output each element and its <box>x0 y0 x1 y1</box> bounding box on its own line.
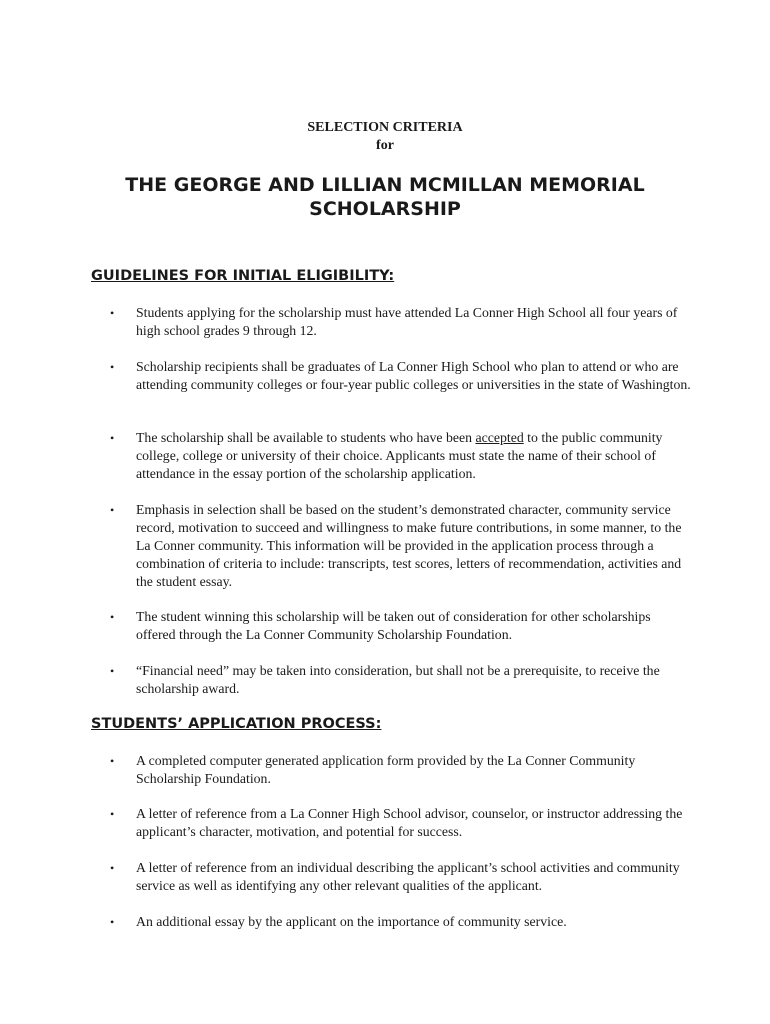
bullet-glyph: • <box>110 664 115 678</box>
kicker-for: for <box>376 138 394 153</box>
eligibility-item-3-part-a: The scholarship shall be available to students who have been <box>136 430 476 445</box>
application-item-1-text: A completed computer generated application form provided by the La Conner Community Scholarship Foundation. <box>136 753 636 786</box>
document-title: THE GEORGE AND LILLIAN MCMILLAN MEMORIAL SCHOLARSHIP <box>125 174 645 220</box>
eligibility-item-3-text <box>136 429 692 483</box>
accepted-emphasis: accepted <box>475 430 524 445</box>
eligibility-item-5-text: The student winning this scholarship will be taken out of consideration for other scholarships offered through the La Conner Community Scholarship Foundation. <box>136 609 651 642</box>
eligibility-item-3-part-b: to the public community college, college or university of their choice. Applicants must state the name of their school of attendance in the essay portion of the scholarship application. <box>136 430 663 481</box>
bullet-glyph: • <box>110 861 115 875</box>
eligibility-heading: GUIDELINES FOR INITIAL ELIGIBILITY: <box>91 268 395 284</box>
bullet-glyph: • <box>110 915 115 929</box>
kicker-selection-criteria: SELECTION CRITERIA <box>307 120 463 135</box>
application-item-2-text: A letter of reference from a La Conner High School advisor, counselor, or instructor addressing the applicant’s character, motivation, and potential for success. <box>136 806 683 839</box>
eligibility-item-4-text: Emphasis in selection shall be based on the student’s demonstrated character, community service record, motivation to succeed and willingness to make future contributions, in some manner, to the La Conner community. This information will be provided in the application process through a combination of criteria to include: transcripts, test scores, letters of recommendation, activities and the student essay. <box>136 502 682 589</box>
application-heading: STUDENTS’ APPLICATION PROCESS: <box>91 716 382 732</box>
bullet-glyph: • <box>110 754 115 768</box>
bullet-glyph: • <box>110 360 115 374</box>
bullet-glyph: • <box>110 431 115 445</box>
application-item-4-text: An additional essay by the applicant on the importance of community service. <box>136 914 567 929</box>
eligibility-item-1-text: Students applying for the scholarship must have attended La Conner High School all four years of high school grades 9 through 12. <box>136 305 678 338</box>
bullet-glyph: • <box>110 807 115 821</box>
application-item-3-text: A letter of reference from an individual describing the applicant’s school activities and community service as well as identifying any other relevant qualities of the applicant. <box>136 860 680 893</box>
eligibility-item-2-text: Scholarship recipients shall be graduates of La Conner High School who plan to attend or who are attending community colleges or four-year public colleges or universities in the state of Washington. <box>136 359 691 392</box>
bullet-glyph: • <box>110 306 115 320</box>
bullet-glyph: • <box>110 610 115 624</box>
eligibility-item-6-text: “Financial need” may be taken into consideration, but shall not be a prerequisite, to receive the scholarship award. <box>136 663 660 696</box>
bullet-glyph: • <box>110 503 115 517</box>
